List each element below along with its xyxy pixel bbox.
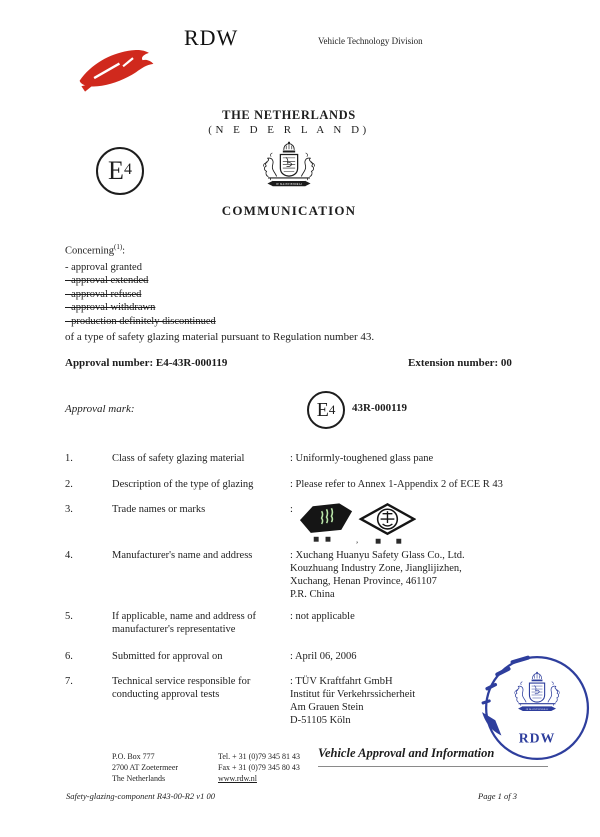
footer-tagline: Vehicle Approval and Information [318, 746, 548, 767]
item-number: 1. [65, 453, 73, 464]
item-row-2 [65, 478, 579, 491]
concerning-item-struck: - approval extended [65, 275, 149, 287]
item-value: Xuchang, Henan Province, 461107 [290, 576, 437, 587]
e4-number: 4 [123, 160, 132, 178]
concerning-item-struck: - production definitely discontinued [65, 315, 216, 327]
country-title-block [189, 108, 389, 136]
item-label: Trade names or marks [112, 504, 206, 515]
netherlands-coat-of-arms-icon [252, 141, 326, 197]
trade-mark-separator: , [355, 534, 359, 545]
footer-contact-block [218, 751, 300, 784]
item-label: If applicable, name and address of manufacturer's representative [112, 611, 257, 635]
e4-letter: E [108, 156, 124, 185]
approval-number: Approval number: E4-43R-000119 [65, 357, 228, 369]
item-number: 6. [65, 651, 73, 662]
e4-number: 4 [328, 401, 336, 417]
concerning-list [65, 261, 216, 328]
country-name: THE NETHERLANDS [222, 108, 356, 122]
trade-marks-logos-icon [298, 501, 416, 547]
concerning-label [65, 243, 125, 257]
stamp-rdw-text: RDW [518, 730, 556, 746]
extension-number: Extension number: 00 [408, 357, 512, 369]
item-value-colon: : [290, 504, 293, 515]
concerning-item: - approval granted [65, 262, 142, 273]
e4-mark-small [307, 391, 345, 429]
footer-fax: Fax + 31 (0)79 345 80 43 [218, 763, 300, 772]
item-number: 4. [65, 550, 73, 561]
item-value: : TÜV Kraftfahrt GmbH [290, 676, 393, 687]
item-number: 3. [65, 504, 73, 515]
item-label: Submitted for approval on [112, 651, 223, 662]
item-value: Am Grauen Stein [290, 702, 364, 713]
item-row-5 [65, 610, 579, 636]
item-label: Manufacturer's name and address [112, 550, 253, 561]
page-number: Page 1 of 3 [478, 791, 517, 801]
footer-address-block [112, 751, 178, 784]
footer-tel: Tel. + 31 (0)79 345 81 43 [218, 752, 300, 761]
item-number: 7. [65, 676, 73, 687]
footer-address-line: 2700 AT Zoetermeer [112, 763, 179, 772]
item-value: D-51105 Köln [290, 715, 351, 726]
country-name-native: (N E D E R L A N D) [208, 124, 370, 136]
item-row-1 [65, 452, 579, 465]
item-value: Kouzhuang Industry Zone, Jianglijizhen, [290, 563, 462, 574]
item-value: : Uniformly-toughened glass pane [290, 453, 434, 464]
concerning-item-struck: - approval withdrawn [65, 302, 156, 314]
concerning-item-struck: - approval refused [65, 288, 142, 300]
item-value: : not applicable [290, 611, 355, 622]
item-label: Technical service responsible for conducting approval tests [112, 676, 251, 700]
e4-letter: E [316, 399, 329, 421]
rdw-swoosh-logo-icon [76, 40, 162, 98]
rdw-wordmark: RDW [184, 25, 239, 50]
concerning-footnote-marker: (1) [114, 243, 123, 251]
item-value: P.R. China [290, 589, 335, 600]
item-value: : April 06, 2006 [290, 651, 357, 662]
division-title: Vehicle Technology Division [318, 36, 423, 46]
item-value: : Xuchang Huanyu Safety Glass Co., Ltd. [290, 550, 465, 561]
e4-mark-large [96, 147, 144, 195]
item-number: 2. [65, 479, 73, 490]
item-label: Description of the type of glazing [112, 479, 254, 490]
concerning-word: Concerning [65, 245, 114, 257]
communication-heading: COMMUNICATION [221, 203, 357, 218]
approval-mark-number: 43R-000119 [352, 402, 407, 414]
concerning-colon: : [122, 245, 126, 257]
item-value: Institut für Verkehrssicherheit [290, 689, 416, 700]
item-row-3 [65, 503, 579, 547]
document-reference: Safety-glazing-component R43-00-R2 v1 00 [66, 791, 215, 801]
approval-mark-label: Approval mark: [65, 403, 135, 415]
item-number: 5. [65, 611, 73, 622]
footer-website-link[interactable]: www.rdw.nl [218, 774, 257, 783]
item-row-4 [65, 549, 579, 601]
footer-address-line: P.O. Box 777 [112, 752, 155, 761]
item-value: : Please refer to Annex 1-Appendix 2 of ECE R 43 [290, 479, 503, 490]
subject-line: of a type of safety glazing material pursuant to Regulation number 43. [65, 331, 375, 343]
item-label: Class of safety glazing material [112, 453, 245, 464]
footer-address-line: The Netherlands [112, 774, 166, 783]
